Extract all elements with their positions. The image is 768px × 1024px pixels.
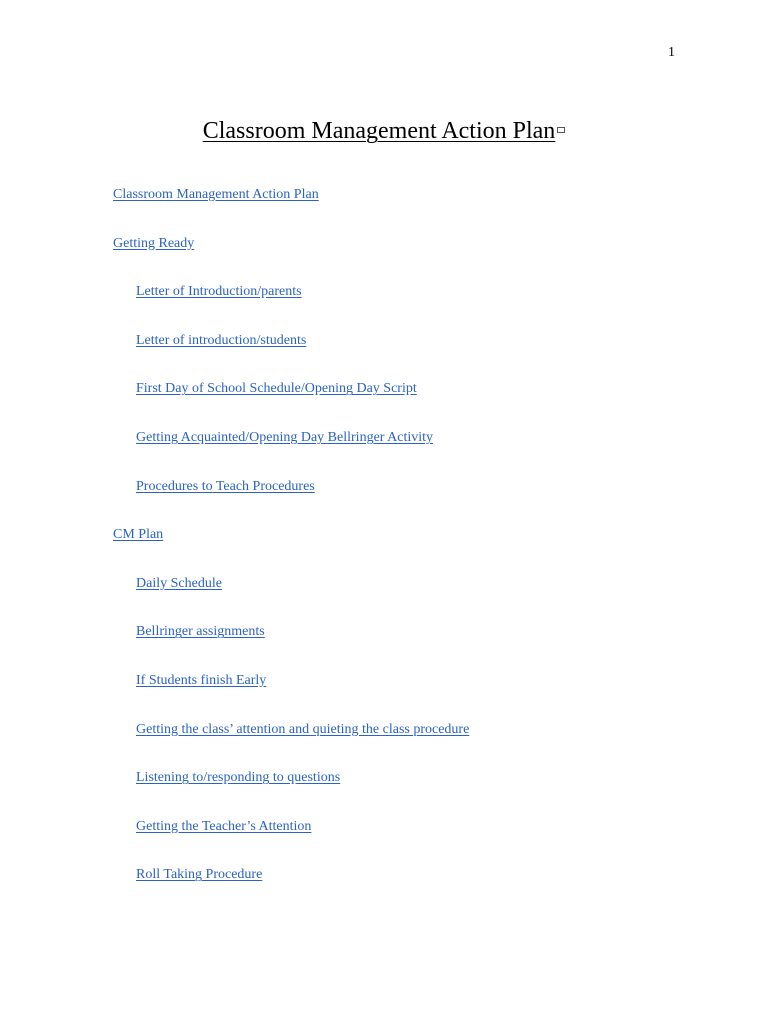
toc-link[interactable]: First Day of School Schedule/Opening Day Script [136, 381, 417, 397]
toc-entry [113, 768, 469, 817]
toc-entry [113, 379, 469, 428]
toc-link[interactable]: Bellringer assignments [136, 624, 265, 640]
toc-link[interactable]: Classroom Management Action Plan [113, 187, 319, 202]
toc-entry [113, 817, 469, 866]
toc-link[interactable]: Daily Schedule [136, 575, 222, 591]
toc-entry [113, 671, 469, 720]
toc-entry [113, 428, 469, 477]
toc-entry [113, 622, 469, 671]
toc-link[interactable]: Procedures to Teach Procedures [136, 478, 315, 494]
toc-link[interactable]: Getting the class’ attention and quieting the class procedure [136, 721, 470, 737]
toc-link[interactable]: Letter of introduction/students [136, 332, 307, 348]
toc-entry [113, 720, 469, 769]
table-of-contents [113, 185, 469, 914]
toc-entry [113, 234, 469, 283]
toc-entry [113, 574, 469, 623]
toc-link[interactable]: Getting Ready [113, 235, 195, 251]
paragraph-mark-icon [557, 127, 565, 133]
toc-entry [113, 865, 469, 914]
toc-entry [113, 331, 469, 380]
document-title-text: Classroom Management Action Plan [202, 118, 556, 144]
toc-link[interactable]: Getting the Teacher’s Attention [136, 818, 312, 834]
toc-entry [113, 477, 469, 526]
toc-link[interactable]: CM Plan [113, 527, 164, 543]
toc-entry [113, 282, 469, 331]
toc-link[interactable]: Listening to/responding to questions [136, 770, 341, 786]
toc-link[interactable]: Getting Acquainted/Opening Day Bellringer Activity [136, 429, 434, 445]
toc-link[interactable]: If Students finish Early [136, 672, 267, 688]
toc-entry [113, 525, 469, 574]
toc-link[interactable]: Roll Taking Procedure [136, 867, 263, 883]
toc-link[interactable]: Letter of Introduction/parents [136, 284, 302, 300]
document-title [0, 118, 768, 145]
page-number: 1 [668, 45, 675, 60]
toc-entry [113, 185, 469, 234]
